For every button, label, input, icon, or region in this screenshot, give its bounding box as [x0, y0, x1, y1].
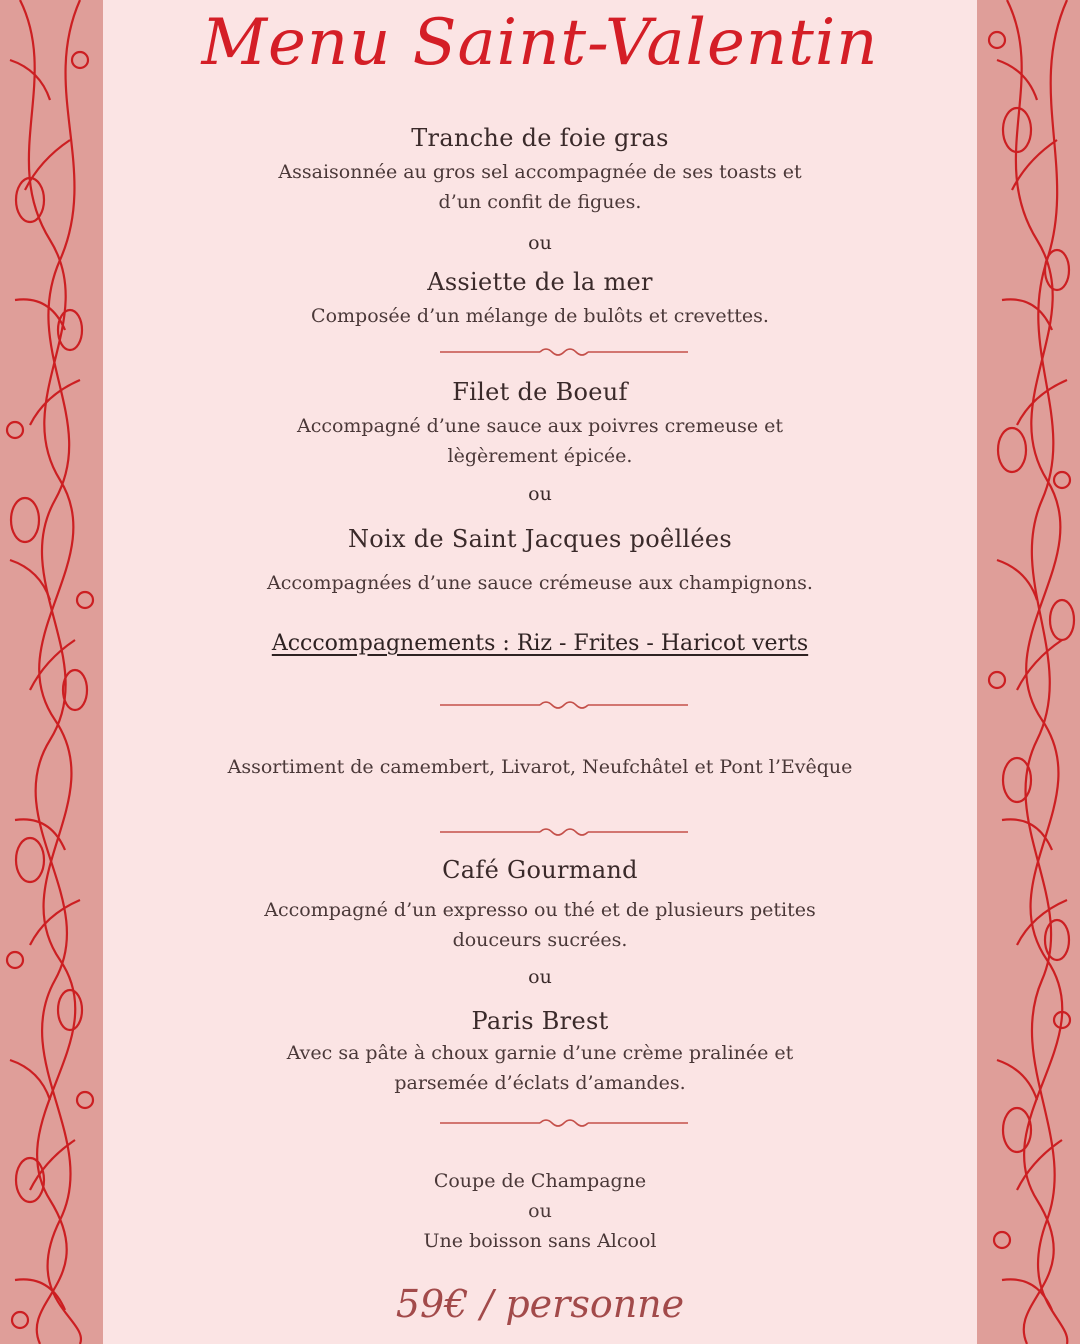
sides-text: Acccompagnements : Riz - Frites - Haricot verts — [271, 631, 809, 656]
entree-1 — [103, 124, 977, 152]
floral-pattern-icon — [977, 0, 1080, 1344]
or-separator: ou — [528, 966, 552, 988]
dish-description: Avec sa pâte à choux garnie d’une crème pralinée et — [286, 1042, 794, 1064]
entree-1-description — [103, 157, 977, 217]
dish-description: Accompagné d’une sauce aux poivres cremeuse et — [296, 415, 784, 437]
plat-1-description — [103, 411, 977, 471]
ornament-divider — [440, 698, 688, 712]
cheese-description: Assortiment de camembert, Livarot, Neufchâtel et Pont l’Evêque — [227, 756, 853, 778]
dessert-2 — [103, 1007, 977, 1035]
or-separator: ou — [528, 1200, 552, 1222]
dessert-1-description — [103, 895, 977, 955]
dish-description: Accompagnées d’une sauce crémeuse aux champignons. — [267, 572, 813, 594]
entree-2 — [103, 268, 977, 296]
ornament-divider — [440, 1116, 688, 1130]
or-separator: ou — [528, 232, 552, 254]
plat-2-description — [103, 568, 977, 598]
dish-description: Accompagné d’un expresso ou thé et de plusieurs petites — [264, 899, 816, 921]
floral-pattern-icon — [0, 0, 103, 1344]
dish-name: Paris Brest — [471, 1007, 609, 1035]
dish-name: Noix de Saint Jacques poêllées — [347, 525, 733, 553]
menu-page — [103, 0, 977, 1344]
dish-description: Assaisonnée au gros sel accompagnée de ses toasts et — [278, 161, 802, 183]
dish-name: Café Gourmand — [442, 856, 638, 884]
ornament-divider — [440, 345, 688, 359]
drink-option: Une boisson sans Alcool — [423, 1230, 657, 1252]
dish-name: Filet de Boeuf — [452, 378, 628, 406]
sides-line — [103, 631, 977, 656]
drink-option: Coupe de Champagne — [433, 1170, 647, 1192]
floral-border-left — [0, 0, 103, 1344]
dessert-1 — [103, 856, 977, 884]
ornament-divider — [440, 825, 688, 839]
dessert-2-description — [103, 1038, 977, 1098]
dish-description: parsemée d’éclats d’amandes. — [394, 1072, 686, 1094]
entree-2-description — [103, 301, 977, 331]
floral-border-right — [977, 0, 1080, 1344]
dish-description: d’un confit de figues. — [438, 191, 642, 213]
dish-description: douceurs sucrées. — [452, 929, 628, 951]
menu-title: Menu Saint-Valentin — [201, 6, 879, 80]
dish-name: Assiette de la mer — [427, 268, 653, 296]
cheese-course — [103, 752, 977, 782]
dish-description: lègèrement épicée. — [447, 445, 633, 467]
dish-description: Composée d’un mélange de bulôts et crevettes. — [311, 305, 769, 327]
plat-1 — [103, 378, 977, 406]
dish-name: Tranche de foie gras — [411, 124, 669, 152]
price: 59€ / personne — [395, 1282, 685, 1326]
plat-2 — [103, 525, 977, 553]
or-separator: ou — [528, 483, 552, 505]
drinks — [103, 1166, 977, 1256]
